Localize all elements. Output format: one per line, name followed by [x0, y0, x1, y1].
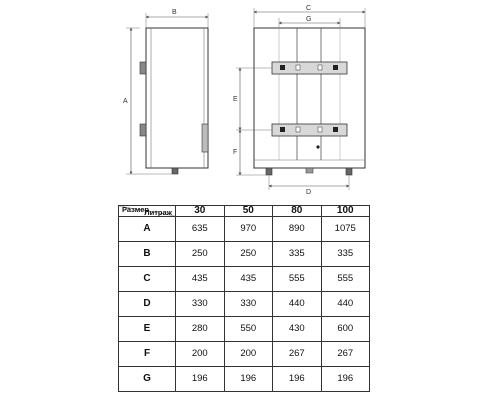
- table-cell: 890: [273, 217, 322, 242]
- column-header-80: 80: [273, 206, 322, 217]
- table-cell: 196: [176, 367, 225, 392]
- table-row: [119, 367, 370, 392]
- row-label-f: F: [119, 342, 176, 367]
- dimension-g: [279, 16, 340, 28]
- row-label-a: A: [119, 217, 176, 242]
- side-view-pipe: [172, 168, 178, 174]
- side-view-upper-bracket: [140, 62, 146, 74]
- dimension-label-a: A: [123, 98, 128, 105]
- table-cell: 196: [224, 367, 273, 392]
- lower-bracket-hole-1: [280, 127, 285, 132]
- table-header-row: [119, 206, 370, 217]
- front-view: [254, 28, 365, 175]
- upper-bracket-hole-2: [333, 65, 338, 70]
- table-cell: 196: [321, 367, 370, 392]
- column-header-100: 100: [321, 206, 370, 217]
- side-view-body: [146, 28, 208, 168]
- table-cell: 970: [224, 217, 273, 242]
- table-cell: 430: [273, 317, 322, 342]
- front-view-left-pipe: [266, 168, 272, 175]
- dimension-b: [146, 9, 208, 28]
- table-row: [119, 292, 370, 317]
- dimension-d: [269, 175, 349, 196]
- front-view-right-pipe: [346, 168, 352, 175]
- row-label-g: G: [119, 367, 176, 392]
- table-cell: 335: [321, 242, 370, 267]
- dimension-label-f: F: [233, 149, 238, 156]
- table-cell: 440: [321, 292, 370, 317]
- corner-label-volume: Литраж: [144, 208, 172, 217]
- dimension-label-d: D: [306, 189, 312, 196]
- front-view-center-fitting: [306, 168, 313, 173]
- row-label-e: E: [119, 317, 176, 342]
- table-row: [119, 317, 370, 342]
- row-label-c: C: [119, 267, 176, 292]
- column-header-50: 50: [224, 206, 273, 217]
- table-cell: 600: [321, 317, 370, 342]
- table-cell: 330: [224, 292, 273, 317]
- table-cell: 200: [224, 342, 273, 367]
- table-cell: 267: [273, 342, 322, 367]
- table-cell: 200: [176, 342, 225, 367]
- table-cell: 250: [224, 242, 273, 267]
- row-label-b: B: [119, 242, 176, 267]
- dimension-label-c: C: [306, 5, 312, 12]
- table-cell: 267: [321, 342, 370, 367]
- row-label-d: D: [119, 292, 176, 317]
- table-row: [119, 342, 370, 367]
- side-view-lower-bracket: [140, 124, 146, 136]
- table-cell: 280: [176, 317, 225, 342]
- table-cell: 440: [273, 292, 322, 317]
- dimension-label-e: E: [233, 96, 238, 103]
- table-cell: 1075: [321, 217, 370, 242]
- lower-bracket-hole-2: [333, 127, 338, 132]
- dimension-label-g: G: [306, 16, 312, 23]
- table-cell: 330: [176, 292, 225, 317]
- lower-bracket-slot-1: [296, 127, 300, 132]
- column-header-30: 30: [176, 206, 225, 217]
- table-cell: 250: [176, 242, 225, 267]
- side-view-control-panel: [202, 124, 208, 152]
- front-view-body: [254, 28, 365, 168]
- table-corner-cell: [119, 206, 176, 217]
- table-row: [119, 267, 370, 292]
- table-cell: 335: [273, 242, 322, 267]
- table-cell: 550: [224, 317, 273, 342]
- lower-bracket-slot-2: [318, 127, 322, 132]
- table-cell: 435: [224, 267, 273, 292]
- upper-bracket-slot-2: [318, 65, 322, 70]
- table-cell: 555: [321, 267, 370, 292]
- upper-bracket-slot-1: [296, 65, 300, 70]
- corner-label-size: Размер: [122, 204, 150, 214]
- upper-bracket-hole-1: [280, 65, 285, 70]
- table-cell: 435: [176, 267, 225, 292]
- table-row: [119, 217, 370, 242]
- table-cell: 196: [273, 367, 322, 392]
- front-view-indicator: [316, 145, 319, 148]
- dimensions-table: [118, 205, 370, 392]
- dimension-label-b: B: [172, 9, 177, 16]
- table-cell: 555: [273, 267, 322, 292]
- table-row: [119, 242, 370, 267]
- table-cell: 635: [176, 217, 225, 242]
- side-view: [140, 28, 208, 174]
